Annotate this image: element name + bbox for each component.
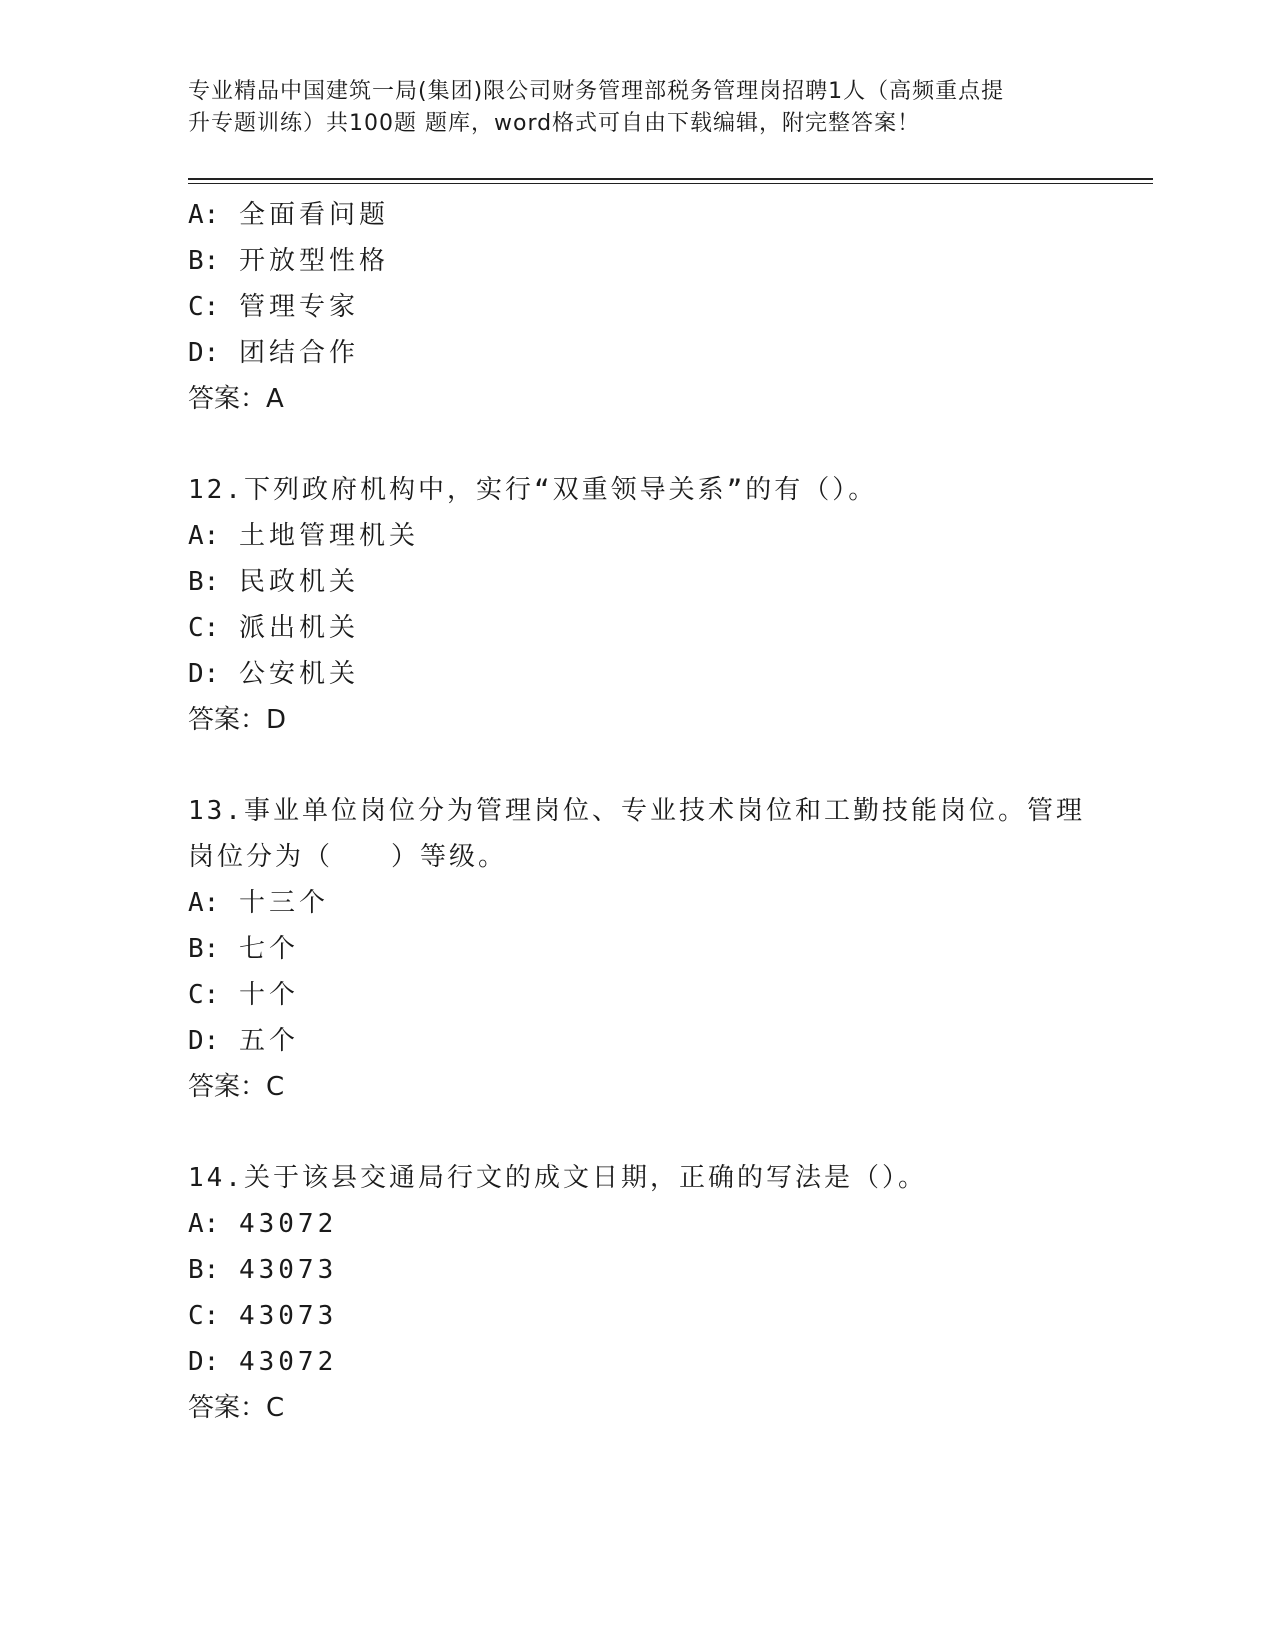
option-c [188,972,1148,1018]
option-text: 43072 [238,1209,338,1239]
option-d [188,651,1148,697]
option-d [188,330,1148,376]
option-a [188,1201,1148,1247]
option-key: C: [188,613,220,643]
answer-line: 答案：C [188,1393,285,1423]
option-text: 管理专家 [238,292,359,322]
option-key: A: [188,200,220,230]
option-key: B: [188,1255,220,1285]
option-text: 十个 [238,980,299,1010]
option-key: C: [188,292,220,322]
option-key: D: [188,1347,220,1377]
question-list [188,192,1148,1431]
option-text: 土地管理机关 [238,521,419,551]
option-c [188,605,1148,651]
option-text: 43073 [238,1255,338,1285]
option-text: 开放型性格 [238,246,389,276]
header-divider-thin [188,183,1153,184]
question-stem: 14.关于该县交通局行文的成文日期，正确的写法是（）。 [188,1163,927,1193]
option-key: D: [188,659,220,689]
option-text: 公安机关 [238,659,359,689]
option-a [188,192,1148,238]
option-key: B: [188,934,220,964]
option-key: C: [188,980,220,1010]
question-block-12 [188,467,1148,743]
option-text: 43073 [238,1301,338,1331]
option-c [188,1293,1148,1339]
option-key: A: [188,521,220,551]
header-divider-thick [188,178,1153,180]
answer-line: 答案：D [188,705,287,735]
option-key: B: [188,246,220,276]
option-text: 五个 [238,1026,299,1056]
question-block-prev [188,192,1148,422]
option-text: 民政机关 [238,567,359,597]
answer-line: 答案：A [188,384,284,414]
option-text: 十三个 [238,888,329,918]
option-text: 团结合作 [238,338,359,368]
header-title-line-2: 升专题训练）共100题 题库，word格式可自由下载编辑，附完整答案！ [188,111,921,136]
option-b [188,559,1148,605]
option-c [188,284,1148,330]
option-key: A: [188,1209,220,1239]
option-a [188,513,1148,559]
option-d [188,1018,1148,1064]
option-text: 全面看问题 [238,200,389,230]
question-block-13 [188,788,1148,1110]
option-b [188,1247,1148,1293]
option-key: D: [188,338,220,368]
option-key: C: [188,1301,220,1331]
option-key: B: [188,567,220,597]
option-key: D: [188,1026,220,1056]
question-stem: 12.下列政府机构中，实行“双重领导关系”的有（）。 [188,475,878,505]
question-stem: 13.事业单位岗位分为管理岗位、专业技术岗位和工勤技能岗位。管理岗位分为（ ）等级。 [188,796,1085,872]
question-block-14 [188,1155,1148,1431]
option-key: A: [188,888,220,918]
option-text: 七个 [238,934,299,964]
option-text: 派出机关 [238,613,359,643]
answer-line: 答案：C [188,1072,285,1102]
option-b [188,926,1148,972]
option-b [188,238,1148,284]
page-header [188,76,1088,140]
option-d [188,1339,1148,1385]
option-a [188,880,1148,926]
option-text: 43072 [238,1347,338,1377]
header-title-line-1: 专业精品中国建筑一局(集团)限公司财务管理部税务管理岗招聘1人（高频重点提 [188,79,1005,104]
